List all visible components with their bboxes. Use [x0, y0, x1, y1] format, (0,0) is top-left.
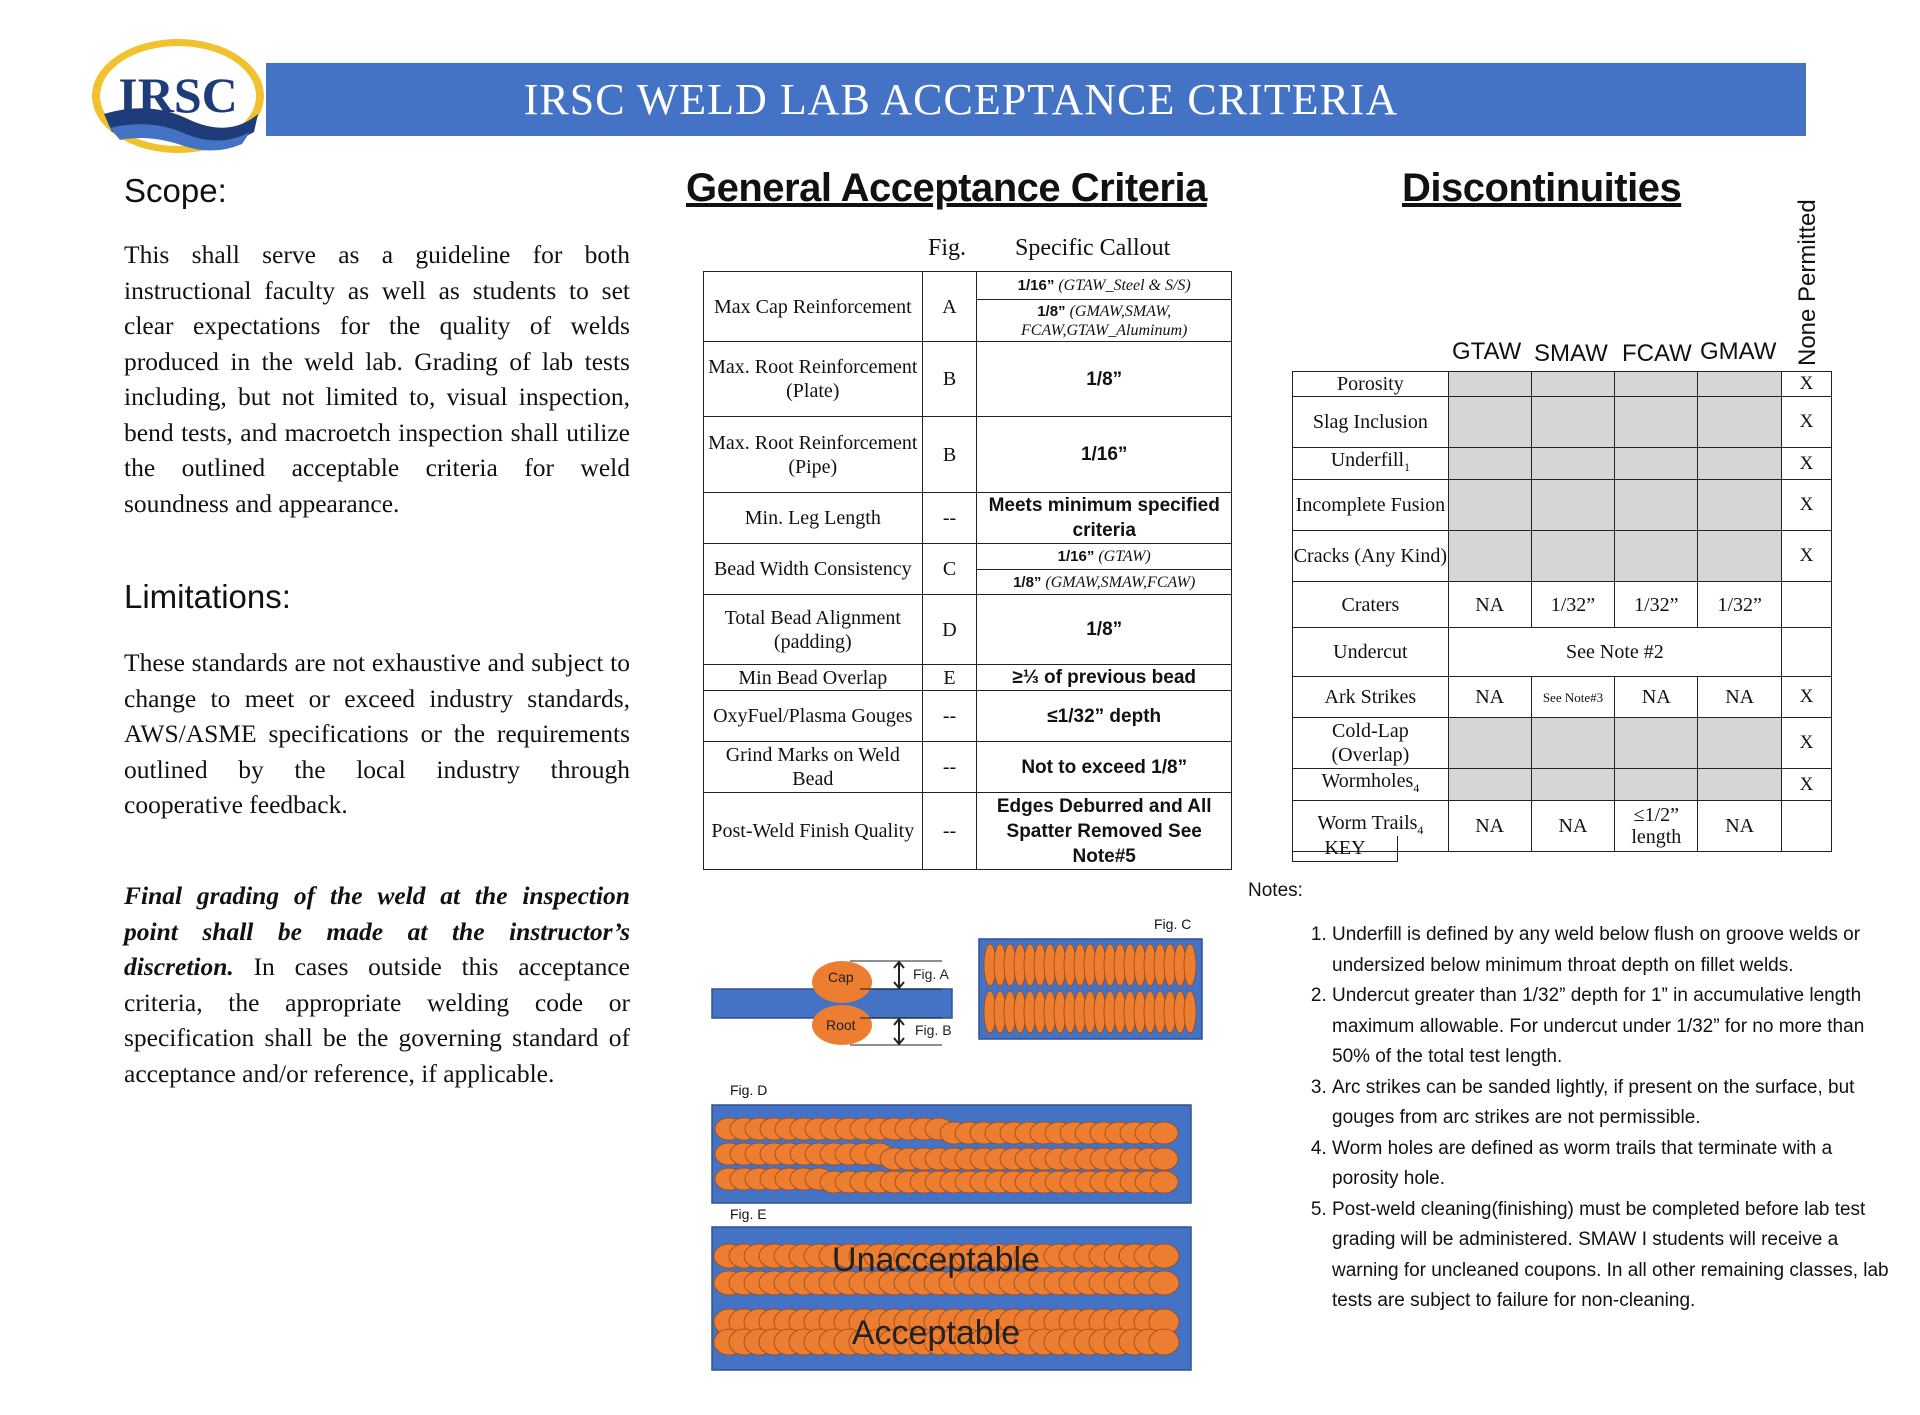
criterion-callout: Edges Deburred and All Spatter Removed See Note#5 [977, 793, 1232, 870]
table-row [704, 595, 1232, 665]
cap-label: Cap [828, 969, 854, 985]
discontinuity-name [1293, 448, 1449, 480]
table-cell [1531, 531, 1615, 582]
fig-e-label: Fig. E [730, 1206, 767, 1222]
table-cell [1448, 397, 1531, 448]
criterion-callout: Not to exceed 1/8” [977, 742, 1232, 793]
table-cell [1531, 769, 1615, 801]
table-cell [1698, 718, 1782, 769]
table-cell [1531, 372, 1615, 397]
criterion-name: Bead Width Consistency [704, 544, 923, 595]
criterion-fig: E [922, 665, 977, 691]
col-header-gmaw: GMAW [1700, 338, 1777, 365]
table-cell: See Note #2 [1448, 628, 1781, 677]
scope-text: This shall serve as a guideline for both instructional faculty as well as students to set clear expectations for the quality of welds produced in the weld lab. Grading of lab tests including, but not limited to, visual inspection, bend tests, and macroetch inspection shall utilize the outlined acceptable criteria for weld soundness and appearance. [124, 240, 630, 518]
notes-heading: Notes: [1248, 880, 1303, 901]
table-cell [1615, 397, 1698, 448]
note-item: 2. Undercut greater than 1/32” depth for 1” in accumulative length maximum allowable. For undercut under 1/32” for no more than 50% of the total test length. [1332, 981, 1898, 1073]
criterion-fig: D [922, 595, 977, 665]
criterion-callout: ≤1/32” depth [977, 691, 1232, 742]
table-cell: NA [1698, 677, 1782, 718]
weld-ripple [1150, 1171, 1178, 1193]
col-header-none-permitted: None Permitted [1794, 199, 1821, 366]
discontinuity-name [1293, 769, 1449, 801]
table-row [704, 665, 1232, 691]
callout-note: (GTAW_Steel & S/S) [1058, 277, 1191, 294]
table-cell [1698, 397, 1782, 448]
table-cell: X [1782, 769, 1832, 801]
table-cell [1531, 480, 1615, 531]
table-cell [1448, 531, 1531, 582]
table-cell [1698, 769, 1782, 801]
criterion-name: Min. Leg Length [704, 493, 923, 544]
discontinuity-label: Underfill [1330, 449, 1405, 471]
limitations-heading: Limitations: [124, 578, 291, 615]
table-row [704, 793, 1232, 870]
irsc-logo [90, 36, 270, 156]
table-cell [1615, 769, 1698, 801]
table-cell: X [1782, 397, 1832, 448]
table-cell: NA [1698, 801, 1782, 852]
weld-ripple [1184, 944, 1196, 986]
criterion-fig: C [922, 544, 977, 595]
table-cell [1615, 531, 1698, 582]
table-cell [1448, 480, 1531, 531]
table-row [1293, 448, 1832, 480]
note-item: 3. Arc strikes can be sanded lightly, if present on the surface, but gouges from arc strikes are not permissible. [1332, 1073, 1898, 1134]
table-cell [1698, 372, 1782, 397]
footnote-ref: 1 [1404, 460, 1411, 474]
logo-text: IRSC [118, 67, 238, 123]
figure-cap-root [710, 952, 960, 1052]
table-cell [1615, 372, 1698, 397]
table-row [1293, 531, 1832, 582]
page-title: IRSC WELD LAB ACCEPTANCE CRITERIA [523, 75, 1399, 124]
callout-value: 1/16” [1017, 277, 1055, 294]
discontinuities-title: Discontinuities [1402, 166, 1682, 210]
table-row [1293, 397, 1832, 448]
table-cell: NA [1448, 801, 1531, 852]
arrow-a-icon [894, 962, 904, 988]
discontinuities-table [1292, 371, 1832, 852]
note-item: 4. Worm holes are defined as worm trails that terminate with a porosity hole. [1332, 1134, 1898, 1195]
weld-ripple [1149, 1271, 1179, 1295]
table-cell: NA [1448, 677, 1531, 718]
weld-ripple [1150, 1148, 1178, 1170]
table-cell: X [1782, 677, 1832, 718]
table-cell [1531, 397, 1615, 448]
table-cell: X [1782, 372, 1832, 397]
general-criteria-table [703, 271, 1232, 870]
discontinuity-name: Cracks (Any Kind) [1293, 531, 1449, 582]
discontinuity-name: Undercut [1293, 628, 1449, 677]
criterion-callout: 1/8” [977, 595, 1232, 665]
discontinuity-label: Worm Trails [1317, 811, 1418, 834]
figure-d [711, 1104, 1193, 1204]
general-criteria-title: General Acceptance Criteria [686, 166, 1207, 210]
table-row [1293, 769, 1832, 801]
table-cell [1448, 769, 1531, 801]
discontinuity-name: Porosity [1293, 372, 1449, 397]
limitations-text: These standards are not exhaustive and subject to change to meet or exceed industry standards, AWS/ASME specifications or the requirements outlined by the local industry through cooperative feedback. [124, 648, 630, 819]
discontinuity-label: Wormholes [1321, 770, 1414, 792]
table-row [704, 493, 1232, 544]
criterion-name: Grind Marks on Weld Bead [704, 742, 923, 793]
key-box: KEY [1292, 836, 1398, 862]
table-cell [1531, 718, 1615, 769]
table-row [1293, 628, 1832, 677]
table-cell: X [1782, 448, 1832, 480]
table-cell [1615, 718, 1698, 769]
table-cell [1531, 448, 1615, 480]
table-cell [1448, 718, 1531, 769]
final-grading-rest: In cases outside this acceptance criteria, the appropriate welding code or specification shall be the governing standard of acceptance and/or reference, if applicable. [124, 952, 630, 1088]
discontinuity-name: Slag Inclusion [1293, 397, 1449, 448]
criterion-callout [977, 544, 1232, 570]
criterion-fig: B [922, 342, 977, 417]
weld-ripple [1149, 1244, 1179, 1268]
criterion-callout: 1/8” [977, 342, 1232, 417]
table-row [1293, 677, 1832, 718]
table-cell: ≤1/2” length [1615, 801, 1698, 852]
final-grading-paragraph [124, 878, 630, 1091]
col-header-smaw: SMAW [1534, 340, 1608, 367]
fig-a-label: Fig. A [913, 966, 949, 982]
table-cell: X [1782, 480, 1832, 531]
figure-c [978, 938, 1204, 1040]
table-row [1293, 582, 1832, 628]
fig-b-label: Fig. B [915, 1022, 952, 1038]
criterion-callout [977, 272, 1232, 300]
weld-ripple [1184, 991, 1196, 1033]
table-cell: X [1782, 718, 1832, 769]
fig-c-label: Fig. C [1154, 916, 1192, 932]
table-cell: X [1782, 531, 1832, 582]
table-cell [1698, 480, 1782, 531]
criterion-callout: Meets minimum specified criteria [977, 493, 1232, 544]
callout-note: (GMAW,SMAW,FCAW) [1045, 573, 1196, 591]
table-cell [1615, 480, 1698, 531]
criterion-name: Post-Weld Finish Quality [704, 793, 923, 870]
criterion-callout [977, 300, 1232, 342]
criterion-name: Max Cap Reinforcement [704, 272, 923, 342]
criterion-callout: 1/16” [977, 417, 1232, 493]
criterion-name: OxyFuel/Plasma Gouges [704, 691, 923, 742]
criterion-fig: B [922, 417, 977, 493]
criterion-name: Total Bead Alignment (padding) [704, 595, 923, 665]
footnote-ref: 4 [1417, 822, 1424, 837]
table-cell: 1/32” [1698, 582, 1782, 628]
discontinuity-name: Craters [1293, 582, 1449, 628]
table-cell [1698, 448, 1782, 480]
bead-rows [715, 1118, 1178, 1193]
table-cell: 1/32” [1531, 582, 1615, 628]
callout-value: 1/8” [1013, 573, 1042, 591]
criterion-name: Min Bead Overlap [704, 665, 923, 691]
discontinuity-name: Cold-Lap (Overlap) [1293, 718, 1449, 769]
table-row [704, 417, 1232, 493]
table-cell: See Note#3 [1531, 677, 1615, 718]
notes-list [1290, 920, 1898, 1317]
table-row [704, 691, 1232, 742]
table-row [1293, 480, 1832, 531]
acceptable-label: Acceptable [851, 1314, 1021, 1352]
callout-note: (GMAW,SMAW, FCAW,GTAW_Aluminum) [1021, 302, 1188, 339]
criterion-fig: -- [922, 493, 977, 544]
callout-value: 1/16” [1057, 548, 1095, 565]
fig-d-label: Fig. D [730, 1082, 768, 1098]
footnote-ref: 4 [1413, 781, 1420, 795]
criterion-fig: -- [922, 793, 977, 870]
col-fig-header: Fig. [928, 235, 967, 261]
table-cell [1782, 582, 1832, 628]
col-callout-header: Specific Callout [1015, 235, 1171, 261]
figure-e [711, 1226, 1193, 1372]
table-cell [1698, 531, 1782, 582]
criterion-name: Max. Root Reinforcement (Plate) [704, 342, 923, 417]
callout-value: 1/8” [1037, 302, 1066, 320]
arrow-b-icon [894, 1019, 904, 1044]
note-item: 1. Underfill is defined by any weld below flush on groove welds or undersized below minimum throat depth on fillet welds. [1332, 920, 1898, 981]
weld-ripple [1150, 1122, 1178, 1144]
criterion-fig: -- [922, 742, 977, 793]
criterion-callout: ≥⅓ of previous bead [977, 665, 1232, 691]
discontinuity-name: Ark Strikes [1293, 677, 1449, 718]
table-cell [1615, 448, 1698, 480]
root-label: Root [826, 1017, 856, 1033]
table-row [704, 272, 1232, 300]
table-row [704, 742, 1232, 793]
table-row [704, 342, 1232, 417]
criterion-fig: A [922, 272, 977, 342]
unacceptable-label: Unacceptable [832, 1241, 1040, 1279]
table-cell: NA [1448, 582, 1531, 628]
table-cell: NA [1531, 801, 1615, 852]
col-header-fcaw: FCAW [1622, 340, 1692, 367]
weld-ripple [1149, 1329, 1179, 1355]
table-cell: NA [1615, 677, 1698, 718]
scope-heading: Scope: [124, 172, 227, 209]
callout-note: (GTAW) [1098, 548, 1151, 565]
table-row [1293, 718, 1832, 769]
table-cell [1782, 801, 1832, 852]
table-cell: 1/32” [1615, 582, 1698, 628]
table-cell [1448, 448, 1531, 480]
table-row [1293, 372, 1832, 397]
table-cell [1782, 628, 1832, 677]
criterion-fig: -- [922, 691, 977, 742]
final-grading-bold: Final grading of the weld at the inspection point shall be made at the instructor’s discretion. [124, 881, 630, 981]
col-header-gtaw: GTAW [1452, 338, 1522, 365]
table-row [704, 544, 1232, 570]
criterion-callout [977, 570, 1232, 595]
discontinuity-name: Incomplete Fusion [1293, 480, 1449, 531]
table-cell [1448, 372, 1531, 397]
note-item: 5. Post-weld cleaning(finishing) must be completed before lab test grading will be administered. SMAW I students will receive a warning for uncleaned coupons. In all other remaining classes, lab tests are subject to failure for non-cleaning. [1332, 1195, 1898, 1317]
criterion-name: Max. Root Reinforcement (Pipe) [704, 417, 923, 493]
